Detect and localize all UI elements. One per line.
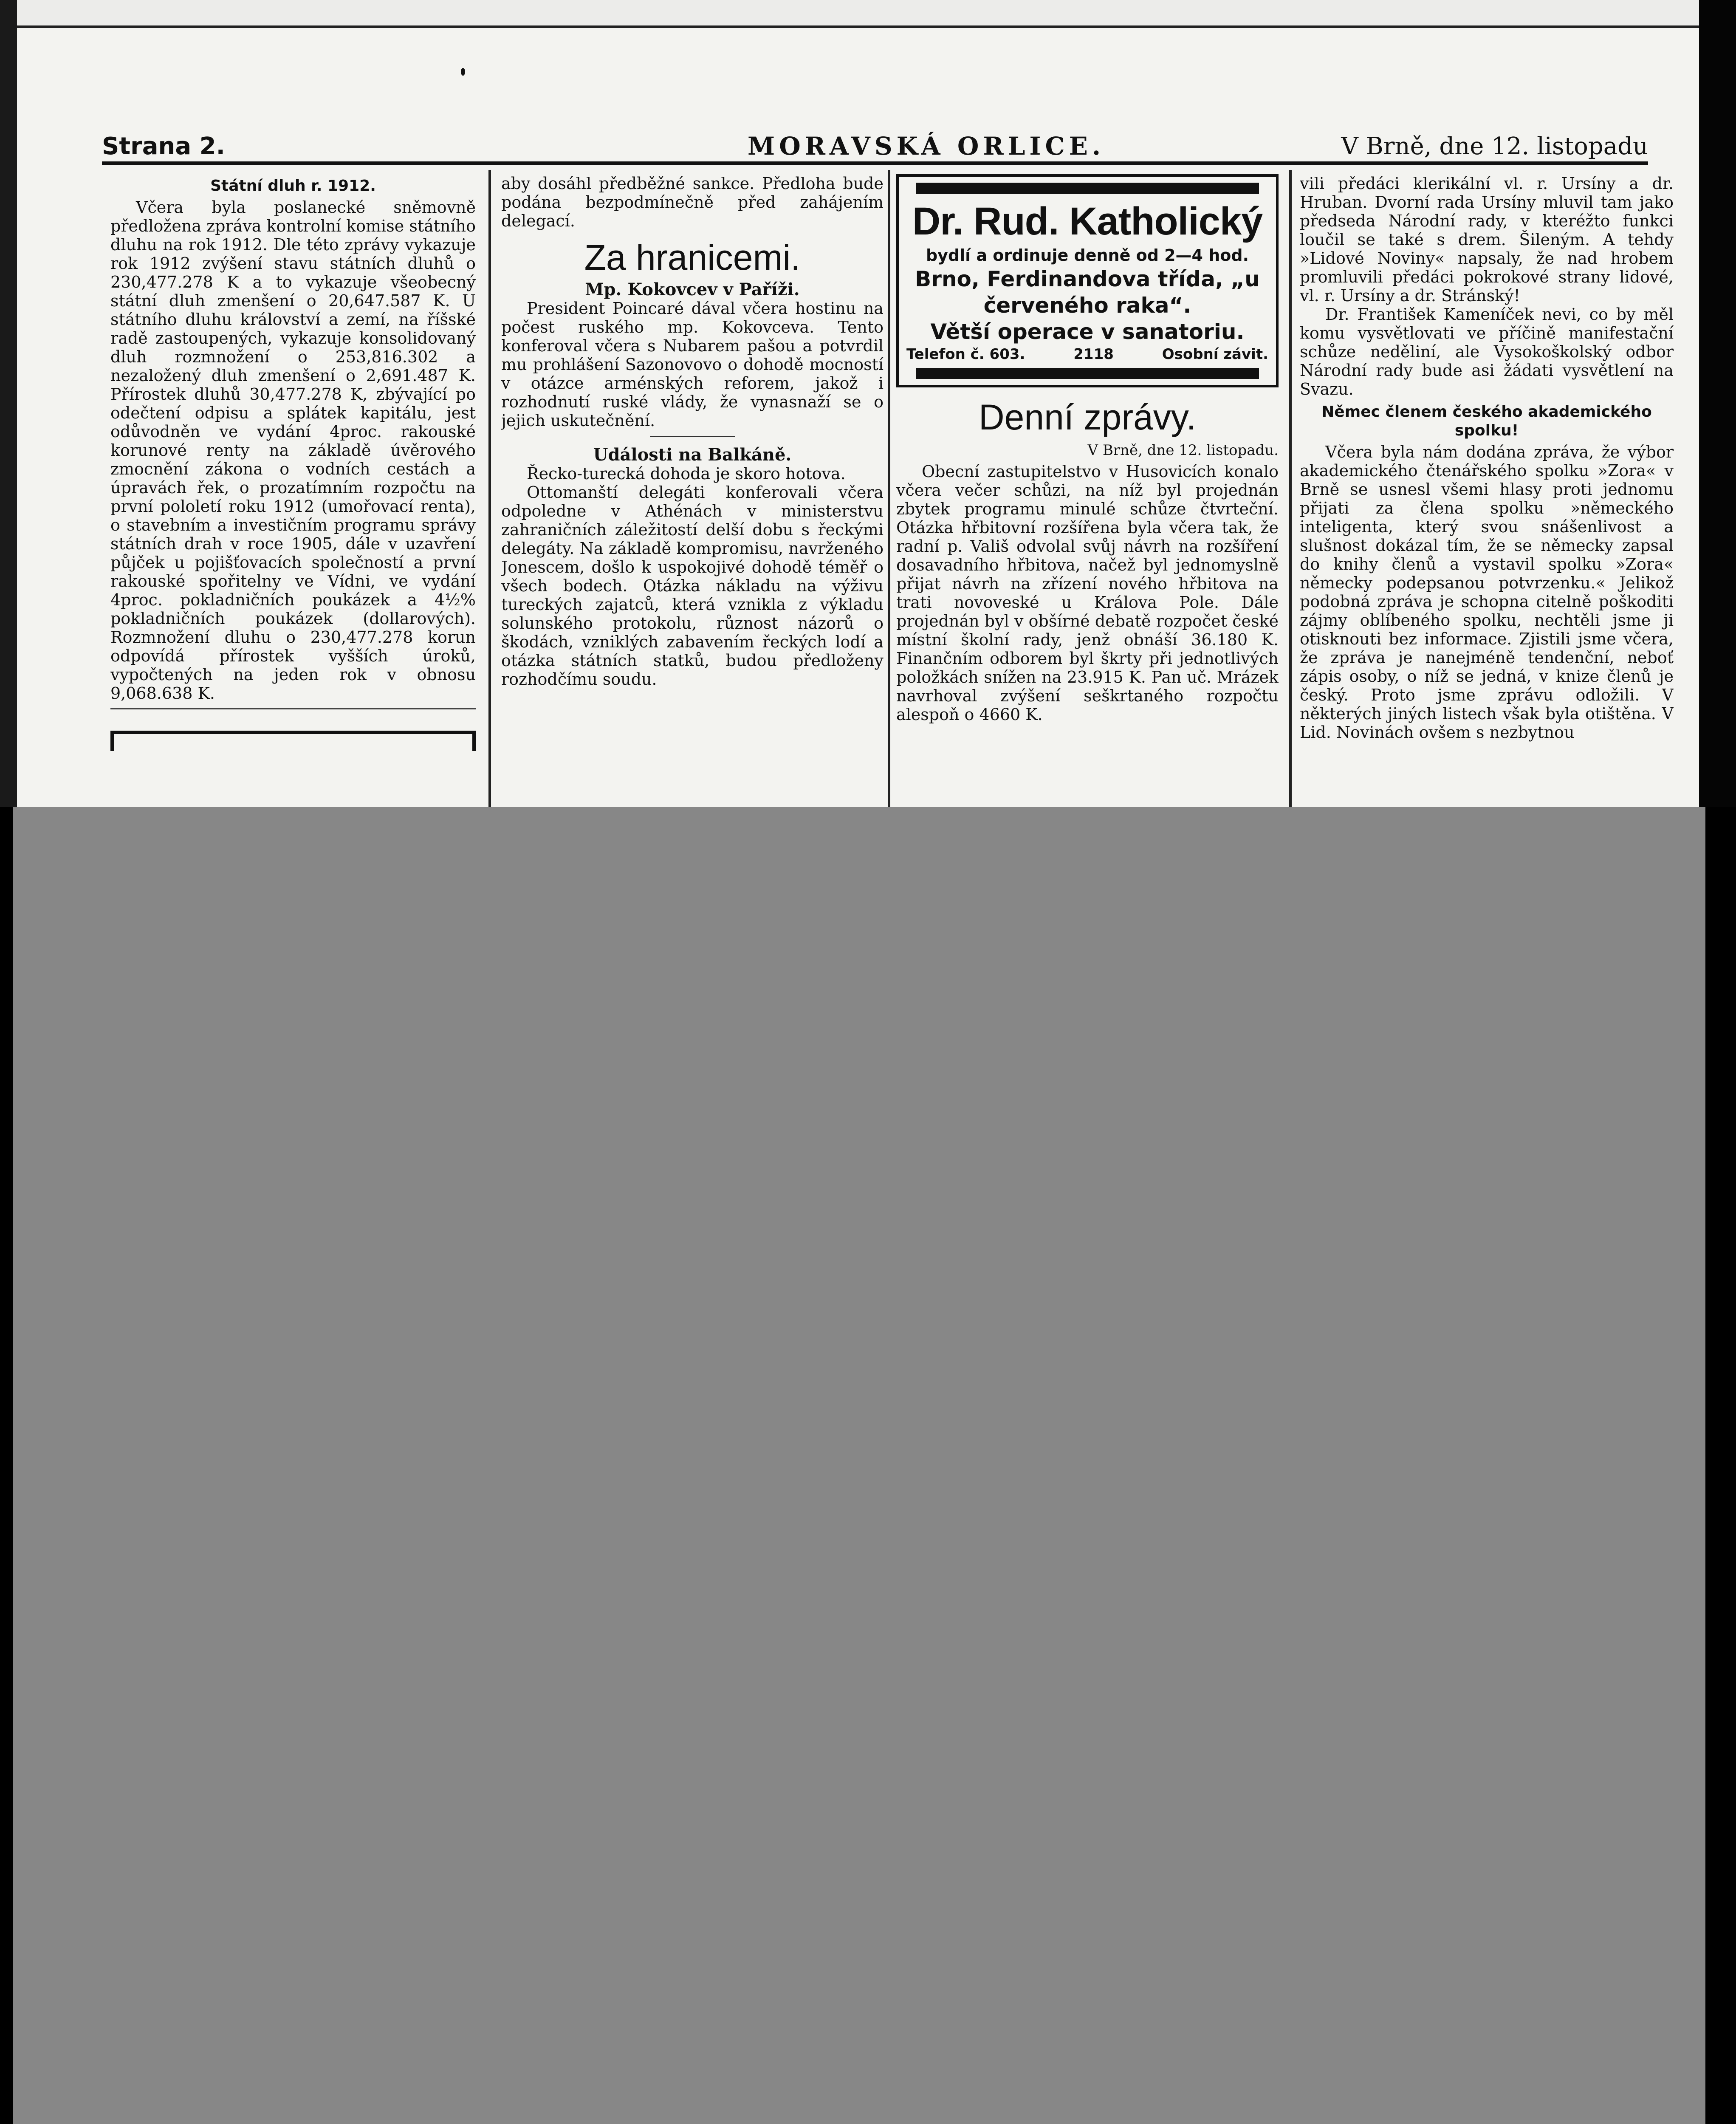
article-text: Dr. František Kameníček nevi, co by měl komu vysvětlovati ve příčině manifestační schůze neděliní, ale Vysokoškolský odbor Národní rady bude asi žádati vysvětlení na Svazu. bbox=[1300, 305, 1674, 398]
column-4 bbox=[1300, 174, 1674, 803]
section-heading: Za hranicemi. bbox=[584, 237, 801, 277]
ad-code: 2118 bbox=[1073, 346, 1114, 363]
page-header bbox=[102, 127, 1648, 165]
article-heading: Státní dluh r. 1912. bbox=[210, 177, 376, 195]
column-2 bbox=[501, 174, 884, 803]
column-3 bbox=[896, 174, 1279, 803]
page-number: Strana 2. bbox=[102, 133, 225, 160]
newspaper-title: MORAVSKÁ ORLICE. bbox=[748, 132, 1105, 161]
ink-speck bbox=[461, 68, 465, 76]
article-text: Včera byla poslanecké sněmovně předložena zpráva kontrolní komise státního dluhu na rok 1912. Dle této zprávy vykazuje rok 1912 zvýšení stavu státních dluhů o 230,477.278 K a to vykazuje všeobecný státní dluh zmenšení o 20,647.587 K. U státního dluhu království a zemí, na říšské radě zastoupených, vykazuje konsolidovaný dluh rozmnožení o 253,816.302 a nezaložený dluh zmenšení o 2,691.487 K. Přírostek dluhů 30,477.278 K, zbývající po odečtení odpisu a splátek kapitálu, jest odůvodněn ve vydání 4proc. rakouské korunové renty na základě úvěrového zmocnění zákona o vodních cestách a úpravách řek, o prozatímním rozpočtu na první pololetí roku 1912 (umořovací renta), o stavebním a investičním programu správy státních drah v roce 1905, dále v uzavření půjček u pojišťovacích společností a první rakouské spořitelny ve Vídni, ve vydání 4proc. pokladničních poukázek a 4½% pokladničních poukázek (dollarových). Rozmnožení dluhu o 230,477.278 korun odpovídá přírostek vyšších úroků, vypočtených na jeden rok v obnosu 9,068.638 K. bbox=[110, 198, 476, 703]
article-text: President Poincaré dával včera hostinu na počest ruského mp. Kokovceva. Tento konferoval včera s Nubarem pašou a potvrdil mu prohlášení Sazonovovo o dohodě mocností v otázce arménských reforem, jakož i rozhodnutí ruské vlády, že vynasnaží se o jejich uskutečnění. bbox=[501, 299, 884, 430]
ad-contact-row bbox=[903, 345, 1272, 364]
article-continuation: vili předáci klerikální vl. r. Ursíny a dr. Hruban. Dvorní rada Ursíny mluvil tam jako předseda Národní rady, v kteréžto funkci loučil se také s drem. Šileným. A tehdy »Lidové Noviny« napsaly, že nad hrobem promluvili předáci pokrokové strany lidové, vl. r. Ursíny a dr. Stránský! bbox=[1300, 174, 1674, 305]
column-rule bbox=[888, 170, 890, 807]
ad-name: Dr. Rud. Katholický bbox=[912, 200, 1263, 243]
article-heading: Mp. Kokovcev v Paříži. bbox=[585, 280, 800, 299]
ad-frame bbox=[110, 731, 476, 751]
article-continuation: aby dosáhl předběžné sankce. Předloha bude podána bezpodmínečně před zahájením delegací. bbox=[501, 174, 884, 230]
ad-top-bar bbox=[916, 183, 1259, 194]
ad-bottom-bar bbox=[916, 368, 1259, 379]
blank-scan-area bbox=[13, 807, 1705, 2124]
issue-date: V Brně, dne 12. listopadu bbox=[1341, 133, 1648, 160]
divider bbox=[650, 436, 735, 437]
ad-car: Osobní závit. bbox=[1162, 346, 1268, 363]
scan-right-edge bbox=[1699, 0, 1736, 807]
ad-surgery: Větší operace v sanatoriu. bbox=[930, 319, 1245, 344]
divider bbox=[110, 708, 476, 709]
article-text: Ottomanští delegáti konferovali včera odpoledne v Athénách v ministerstvu zahraničních záležitostí delší dobu s řeckými delegáty. Na základě kompromisu, navrženého Jonescem, došlo k uspokojivé dohodě téměř o všech bodech. Otázka nákladu na výživu tureckých zajatců, která vznikla z výkladu solunského protokolu, různost názorů o škodách, vzniklých zabavením řeckých lodí a otázka státních statků, budou předloženy rozhodčímu soudu. bbox=[501, 483, 884, 689]
ad-hours: bydlí a ordinuje denně od 2—4 hod. bbox=[926, 246, 1249, 265]
dateline: V Brně, dne 12. listopadu. bbox=[1087, 442, 1279, 459]
article-heading: Události na Balkáně. bbox=[593, 445, 792, 465]
scan-top-edge bbox=[17, 0, 1699, 28]
section-heading: Denní zprávy. bbox=[979, 397, 1196, 437]
column-rule bbox=[488, 170, 491, 807]
column-rule bbox=[1289, 170, 1292, 807]
article-text: Obecní zastupitelstvo v Husovicích konalo včera večer schůzi, na níž byl projednán zbytek programu minulé schůze čtvrteční. Otázka hřbitovní rozšířena byla včera tak, že radní p. Vališ odvolal svůj návrh na rozšíření dosavadního hřbitova, načež byl jednomyslně přijat návrh na zřízení nového hřbitova na trati novoveské u Králova Pole. Dále projednán byl v obšírné debatě rozpočet české místní školní rady, jenž obnáší 36.180 K. Finančním odborem byl škrty při jednotlivých položkách snížen na 23.915 K. Pan uč. Mrázek navrhoval zvýšení seškrtaného rozpočtu alespoň o 4660 K. bbox=[896, 462, 1279, 724]
article-text: Včera byla nám dodána zpráva, že výbor akademického čtenářského spolku »Zora« v Brně se usnesl všemi hlasy proti jednomu přijati za člena spolku »německého inteligenta, který svou snášenlivost a slušnost dokázal tím, že se německy zapsal do knihy členů a vystavil spolku »Zora« německy podepsanou potvrzenku.« Jelikož podobná zpráva je schopna citelně poškoditi zájmy oblíbeného spolku, nechtěli jsme ji otisknouti bez informace. Zjistili jsme včera, že zpráva je nanejméně tendenční, neboť zápis osoby, o níž se jedná, v knize členů je český. Proto jsme zprávu odložili. V některých jiných listech však byla otištěna. V Lid. Novinách ovšem s nezbytnou bbox=[1300, 443, 1674, 742]
ad-phone: Telefon č. 603. bbox=[906, 346, 1025, 363]
ad-address: Brno, Ferdinandova třída, „u červeného raka“. bbox=[915, 267, 1260, 318]
column-1 bbox=[110, 174, 476, 803]
advertisement bbox=[896, 174, 1279, 387]
scan-left-edge bbox=[0, 0, 17, 807]
article-heading: Němec členem českého akademického spolku! bbox=[1321, 403, 1652, 439]
article-lead: Řecko-turecká dohoda je skoro hotova. bbox=[527, 464, 846, 483]
